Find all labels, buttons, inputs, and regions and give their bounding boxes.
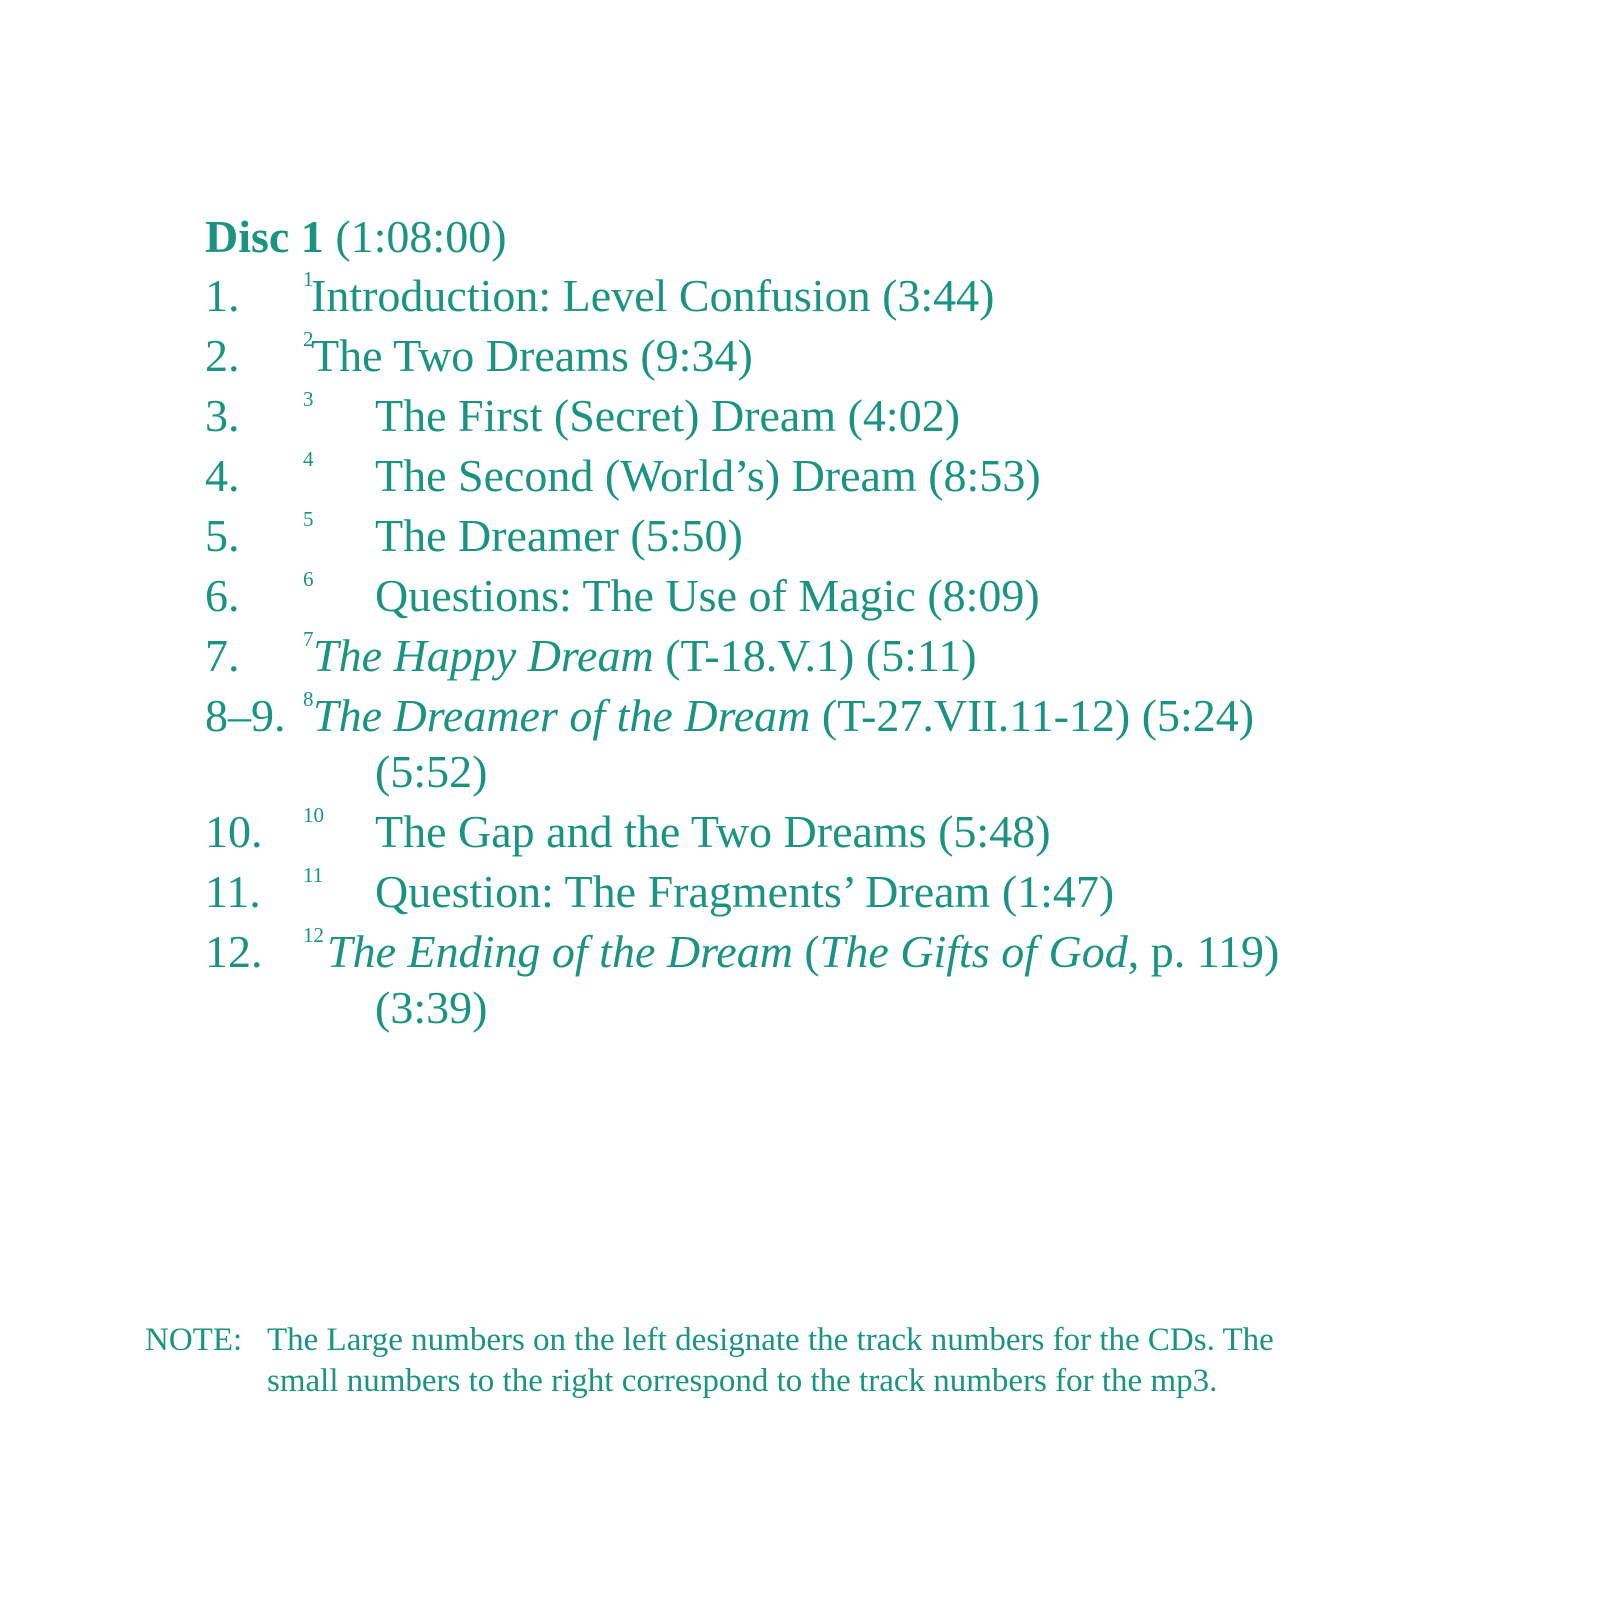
cd-track-number: 5.	[205, 510, 240, 561]
note-line	[145, 1361, 1445, 1402]
track-title-rest: (T-18.V.1) (5:11)	[653, 630, 977, 681]
track-row	[205, 626, 1505, 686]
cd-track-number: 11.	[205, 866, 261, 917]
track-title-italic: The Dreamer of the Dream	[313, 690, 811, 741]
track-title: Questions: The Use of Magic (8:09)	[375, 570, 1040, 621]
mp3-track-number: 2	[303, 327, 314, 351]
cd-track-number: 4.	[205, 450, 240, 501]
track-title-italic: The Happy Dream	[313, 630, 654, 681]
note-label: NOTE:	[145, 1322, 243, 1358]
track-row	[205, 506, 1505, 566]
cd-track-number: 8–9.	[205, 690, 286, 741]
cd-track-number: 6.	[205, 570, 240, 621]
cd-track-number: 3.	[205, 390, 240, 441]
mp3-track-number: 11	[303, 863, 324, 887]
footnote	[145, 1320, 1445, 1402]
mp3-track-number: 3	[303, 387, 314, 411]
track-title	[327, 922, 1279, 982]
mp3-track-number: 4	[303, 447, 314, 471]
mp3-track-number: 1	[303, 267, 314, 291]
track-title: The Dreamer (5:50)	[375, 510, 743, 561]
note-text-line-1: The Large numbers on the left designate the track numbers for the CDs. The	[267, 1322, 1274, 1358]
mp3-track-number: 7	[303, 627, 314, 651]
cd-track-number: 7.	[205, 630, 240, 681]
track-title: The First (Secret) Dream (4:02)	[375, 390, 961, 441]
track-title: The Two Dreams (9:34)	[311, 330, 753, 381]
track-row	[205, 386, 1505, 446]
track-title-italic: The Ending of the Dream	[327, 926, 793, 977]
track-row	[205, 266, 1505, 326]
track-title-rest: (T-27.VII.11-12) (5:24)	[810, 690, 1255, 741]
mp3-track-number: 10	[303, 803, 324, 827]
track-row	[205, 802, 1505, 862]
cd-track-number: 1.	[205, 270, 240, 321]
disc-label: Disc 1	[205, 211, 324, 262]
cd-track-number: 12.	[205, 926, 263, 977]
track-title-continuation: (3:39)	[375, 982, 488, 1033]
track-row	[205, 566, 1505, 626]
cd-track-number: 2.	[205, 330, 240, 381]
note-line	[145, 1320, 1445, 1361]
mp3-track-number: 8	[303, 687, 314, 711]
track-title: The Gap and the Two Dreams (5:48)	[375, 806, 1051, 857]
track-title	[313, 626, 977, 686]
track-title-continuation: (5:52)	[375, 746, 488, 797]
track-title-italic-book: The Gifts of God	[819, 926, 1128, 977]
disc-track-list	[205, 208, 1505, 1038]
track-row	[205, 446, 1505, 506]
track-row	[205, 922, 1505, 1038]
track-title	[313, 686, 1254, 746]
track-title: The Second (World’s) Dream (8:53)	[375, 450, 1041, 501]
track-row	[205, 326, 1505, 386]
disc-duration: (1:08:00)	[335, 211, 507, 262]
mp3-track-number: 6	[303, 567, 314, 591]
cd-track-number: 10.	[205, 806, 263, 857]
track-row	[205, 686, 1505, 802]
track-title: Introduction: Level Confusion (3:44)	[311, 270, 995, 321]
track-title-rest: , p. 119)	[1127, 926, 1280, 977]
note-text-line-2: small numbers to the right correspond to the track numbers for the mp3.	[267, 1363, 1218, 1399]
disc-heading	[205, 208, 1505, 266]
track-row	[205, 862, 1505, 922]
track-title-mid: (	[792, 926, 820, 977]
track-title: Question: The Fragments’ Dream (1:47)	[375, 866, 1115, 917]
mp3-track-number: 12	[303, 923, 324, 947]
mp3-track-number: 5	[303, 507, 314, 531]
